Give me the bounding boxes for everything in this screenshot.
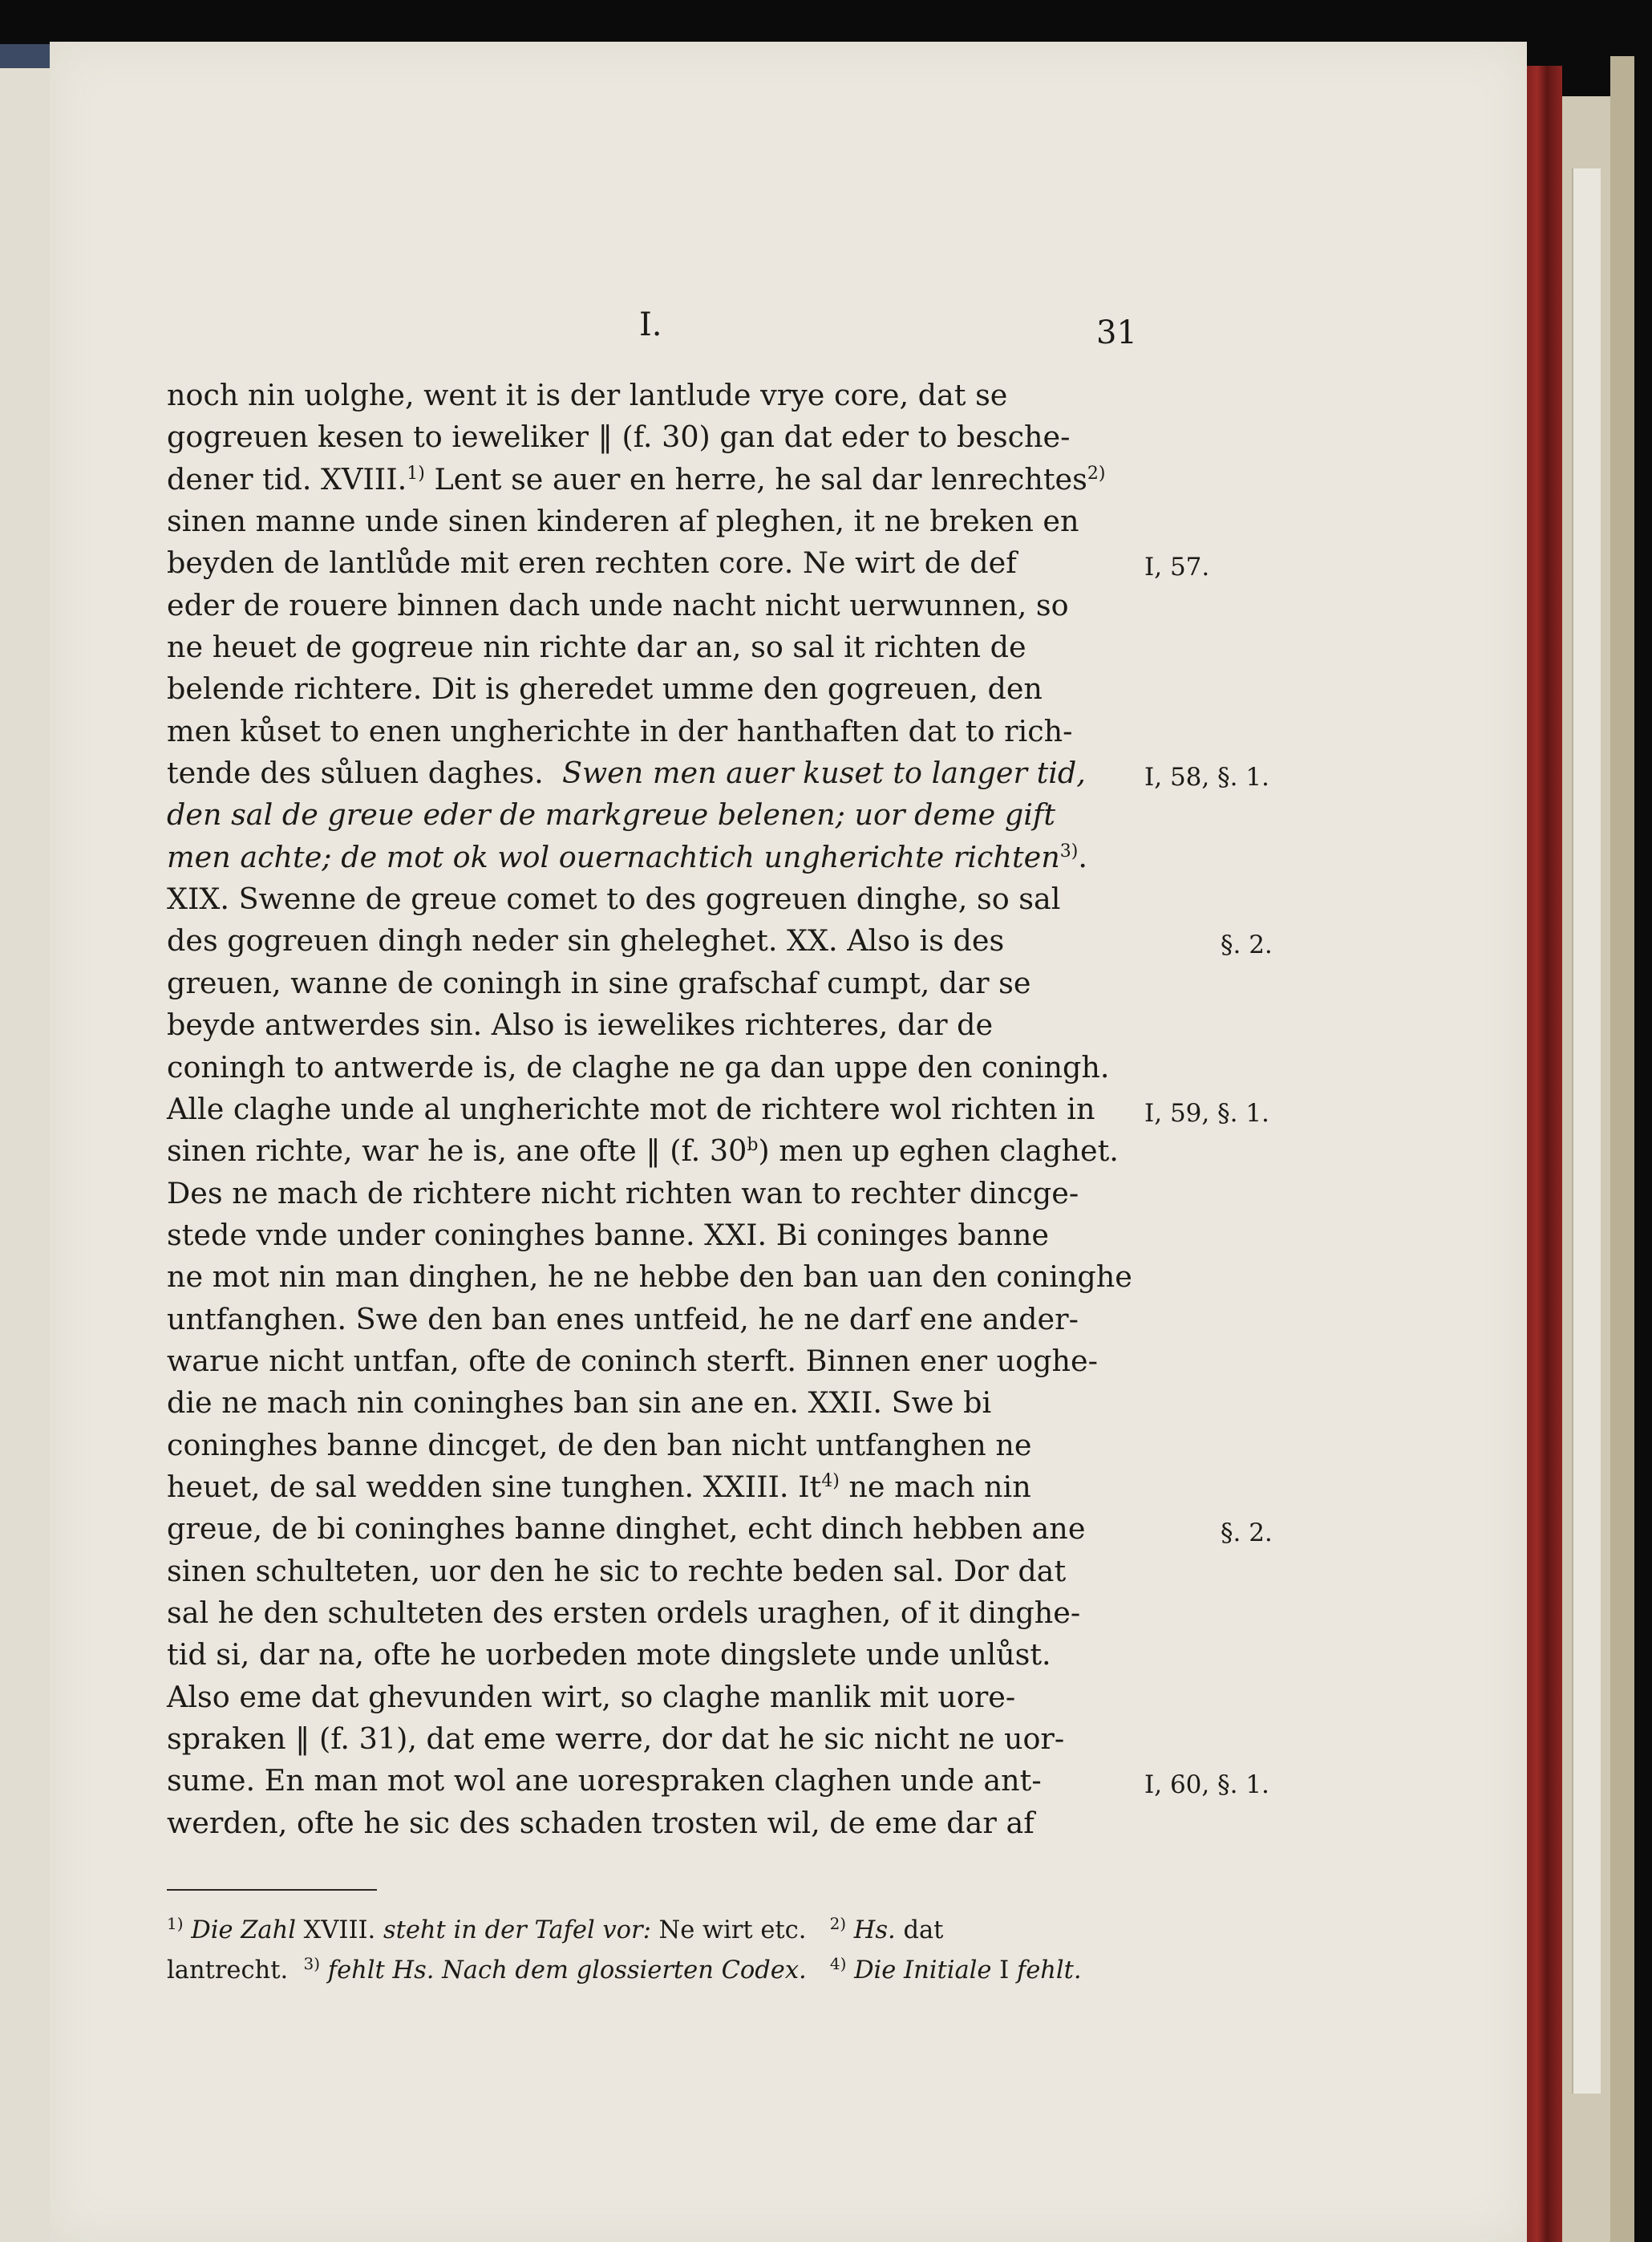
footnote-ref: 3) (1059, 841, 1079, 862)
text-line: ne heuet de gogreue nin richte dar an, so sal it richten de (167, 630, 1026, 665)
margin-ref: I, 59, §. 1. (1144, 1099, 1269, 1128)
margin-ref: §. 2. (1221, 930, 1273, 959)
text-line: heuet, de sal wedden sine tunghen. XXIII. It$^{4)}$ ne mach nin (167, 1469, 1031, 1504)
back-cover-edge (1610, 56, 1634, 2242)
running-header (50, 306, 1527, 355)
text-line: stede vnde under coninghes banne. XXI. Bi coninges banne (167, 1217, 1049, 1252)
text-line: des gogreuen dingh neder sin gheleghet. XX. Also is des (167, 923, 1005, 959)
text-line: noch nin uolghe, went it is der lantlude vrye core, dat se (167, 378, 1008, 412)
margin-ref: I, 60, §. 1. (1144, 1770, 1269, 1799)
footnote-ref: 2) (1087, 463, 1106, 484)
inserted-card (1572, 168, 1601, 2094)
text-line: Also eme dat ghevunden wirt, so claghe manlik mit uore- (167, 1679, 1016, 1714)
page-number: 31 (1096, 314, 1137, 351)
text-line: untfanghen. Swe den ban enes untfeid, he ne darf ene ander- (167, 1301, 1079, 1336)
text-line: sinen schulteten, uor den he sic to rechte beden sal. Dor dat (167, 1553, 1067, 1588)
book-block-edge (1524, 66, 1562, 2242)
text-line: ne mot nin man dinghen, he ne hebbe den ban uan den coninghe (167, 1259, 1132, 1295)
text-line: tid si, dar na, ofte he uorbeden mote dingslete unde unlůst. (167, 1637, 1051, 1672)
book-cover-edge (0, 44, 52, 68)
book-page (50, 42, 1527, 2242)
text-line: sinen manne unde sinen kinderen af pleghen, it ne breken en (167, 504, 1079, 539)
footnote-line: $^{1)}$ Die Zahl XVIII. steht in der Tafel vor: Ne wirt etc. $^{2)}$ Hs. dat (167, 1913, 944, 1944)
text-line: spraken ‖ (f. 31), dat eme werre, dor dat he sic nicht ne uor- (167, 1721, 1065, 1756)
footnotes (167, 1911, 1189, 1991)
text-line: coninghes banne dincget, de den ban nicht untfanghen ne (167, 1427, 1032, 1462)
text-line: sume. En man mot wol ane uorespraken claghen unde ant- (167, 1763, 1042, 1798)
margin-ref: I, 57. (1144, 553, 1210, 582)
footnote-line: lantrecht. $^{3)}$ fehlt Hs. Nach dem glossierten Codex. $^{4)}$ Die Initiale I fehlt. (167, 1953, 1082, 1985)
text-line: belende richtere. Dit is gheredet umme den gogreuen, den (167, 671, 1043, 707)
text-line: men achte; de mot ok wol ouernachtich ungherichte richten$^{3)}$. (167, 839, 1087, 874)
margin-ref: §. 2. (1221, 1518, 1273, 1547)
text-line: den sal de greue eder de markgreue belenen; uor deme gift (167, 797, 1056, 833)
text-line: sinen richte, war he is, ane ofte ‖ (f. 30$^b$) men up eghen claghet. (167, 1133, 1119, 1169)
text-line: greuen, wanne de coningh in sine grafschaf cumpt, dar se (167, 965, 1031, 1000)
footnote-rule (167, 1889, 377, 1891)
section-number: I. (639, 306, 662, 343)
text-line: tende des sůluen daghes. Swen men auer kuset to langer tid, (167, 756, 1086, 791)
text-line: warue nicht untfan, ofte de coninch sterft. Binnen ener uoghe- (167, 1343, 1098, 1378)
text-line: beyden de lantlůde mit eren rechten core. Ne wirt de def (167, 545, 1017, 581)
footnote-ref: 4) (821, 1470, 840, 1491)
text-line: Des ne mach de richtere nicht richten wan to rechter dincge- (167, 1175, 1079, 1210)
text-line: beyde antwerdes sin. Also is iewelikes richteres, dar de (167, 1007, 994, 1043)
text-line: die ne mach nin coninghes ban sin ane en. XXII. Swe bi (167, 1385, 992, 1421)
footnote-ref: 1) (407, 463, 425, 484)
text-line: eder de rouere binnen dach unde nacht nicht uerwunnen, so (167, 587, 1069, 622)
text-line: men kůset to enen ungherichte in der hanthaften dat to rich- (167, 713, 1073, 748)
text-line: coningh to antwerde is, de claghe ne ga dan uppe den coningh. (167, 1049, 1110, 1085)
italic-variant: Swen men auer kuset to langer tid, (561, 756, 1086, 791)
text-line: werden, ofte he sic des schaden trosten wil, de eme dar af (167, 1805, 1035, 1840)
text-line: greue, de bi coninghes banne dinghet, echt dinch hebben ane (167, 1511, 1086, 1547)
text-line: XIX. Swenne de greue comet to des gogreuen dinghe, so sal (167, 882, 1061, 917)
text-line: dener tid. XVIII.$^{1)}$ Lent se auer en herre, he sal dar lenrechtes$^{2)}$ (167, 461, 1106, 497)
main-text (167, 375, 1189, 1844)
text-line: sal he den schulteten des ersten ordels uraghen, of it dinghe- (167, 1595, 1081, 1630)
facing-page-edge (0, 48, 52, 2242)
text-line: gogreuen kesen to ieweliker ‖ (f. 30) gan dat eder to besche- (167, 420, 1071, 455)
margin-ref: I, 58, §. 1. (1144, 763, 1269, 792)
text-line: Alle claghe unde al ungherichte mot de richtere wol richten in (167, 1091, 1095, 1126)
